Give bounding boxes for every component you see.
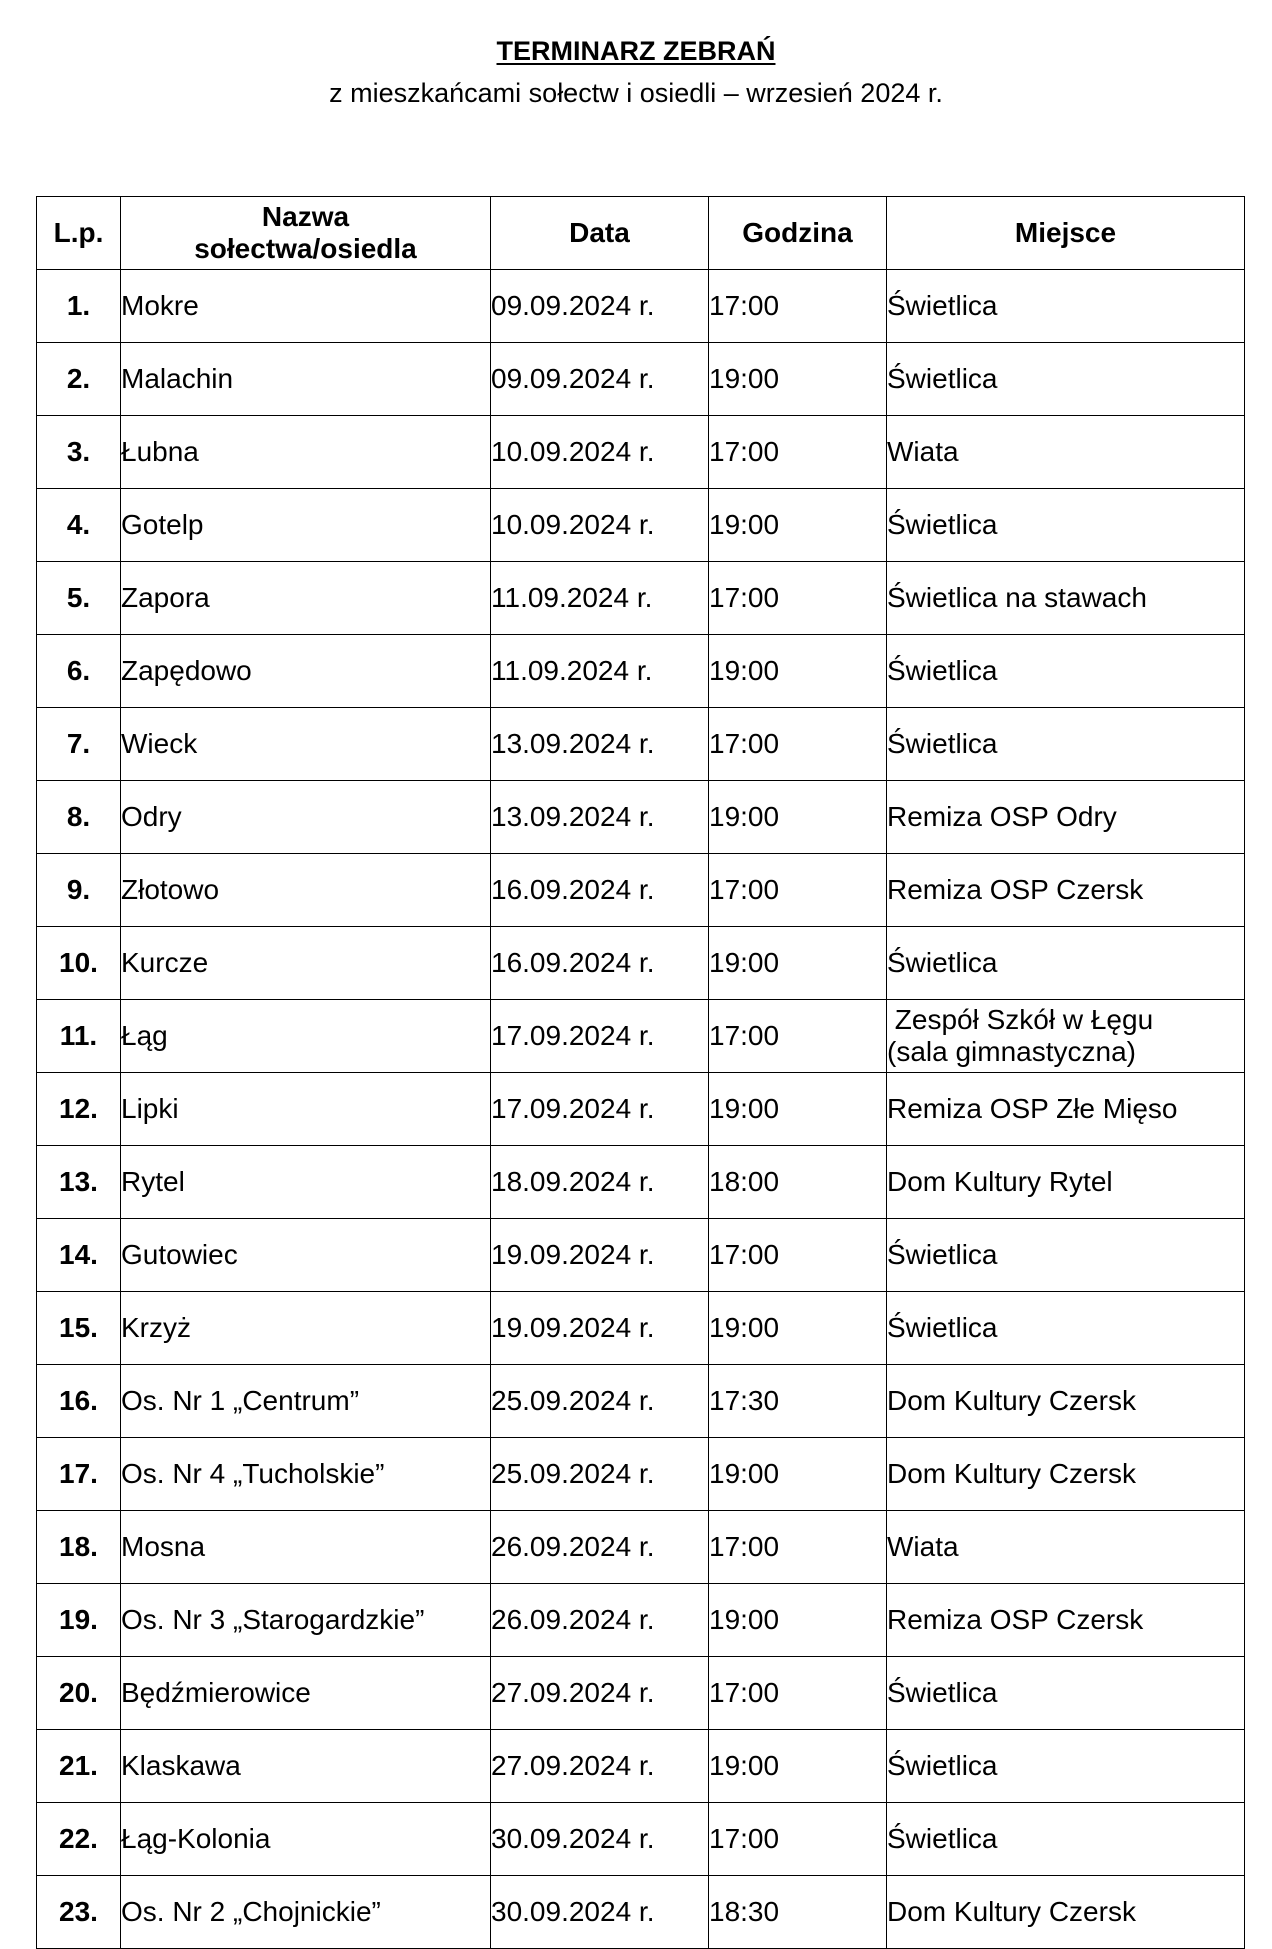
- settlement-name: Os. Nr 4 „Tucholskie”: [121, 1438, 491, 1511]
- table-row: [37, 1146, 1245, 1219]
- meeting-date: 25.09.2024 r.: [491, 1365, 709, 1438]
- settlement-name: Gutowiec: [121, 1219, 491, 1292]
- meeting-date: 10.09.2024 r.: [491, 489, 709, 562]
- column-header-hour: Godzina: [709, 197, 887, 270]
- meeting-place: Świetlica: [887, 635, 1245, 708]
- document-title: [0, 34, 1272, 68]
- settlement-name: Zapora: [121, 562, 491, 635]
- row-number: 11.: [37, 1000, 121, 1073]
- row-number: 2.: [37, 343, 121, 416]
- meeting-hour: 18:00: [709, 1146, 887, 1219]
- settlement-name: Krzyż: [121, 1292, 491, 1365]
- row-number: 5.: [37, 562, 121, 635]
- meeting-date: 26.09.2024 r.: [491, 1511, 709, 1584]
- settlement-name: Klaskawa: [121, 1730, 491, 1803]
- meeting-date: 30.09.2024 r.: [491, 1876, 709, 1949]
- settlement-name: Łubna: [121, 416, 491, 489]
- column-header-name: [121, 197, 491, 270]
- meeting-place: Remiza OSP Odry: [887, 781, 1245, 854]
- meeting-hour: 19:00: [709, 489, 887, 562]
- meeting-date: 17.09.2024 r.: [491, 1000, 709, 1073]
- table-row: [37, 1511, 1245, 1584]
- meeting-date: 16.09.2024 r.: [491, 927, 709, 1000]
- settlement-name: Os. Nr 2 „Chojnickie”: [121, 1876, 491, 1949]
- table-row: [37, 1657, 1245, 1730]
- row-number: 9.: [37, 854, 121, 927]
- table-row: [37, 270, 1245, 343]
- table-row: [37, 781, 1245, 854]
- meeting-date: 13.09.2024 r.: [491, 708, 709, 781]
- row-number: 10.: [37, 927, 121, 1000]
- meeting-place: Remiza OSP Czersk: [887, 1584, 1245, 1657]
- table-row: [37, 1292, 1245, 1365]
- table-row: [37, 1073, 1245, 1146]
- column-header-lp: L.p.: [37, 197, 121, 270]
- table-row: [37, 1438, 1245, 1511]
- settlement-name: Zapędowo: [121, 635, 491, 708]
- meeting-place: Dom Kultury Czersk: [887, 1438, 1245, 1511]
- table-row: [37, 1803, 1245, 1876]
- meeting-hour: 19:00: [709, 927, 887, 1000]
- settlement-name: Łąg-Kolonia: [121, 1803, 491, 1876]
- meeting-hour: 19:00: [709, 1292, 887, 1365]
- meeting-place: Świetlica: [887, 270, 1245, 343]
- meeting-place: Świetlica: [887, 927, 1245, 1000]
- meeting-hour: 17:00: [709, 854, 887, 927]
- meeting-hour: 19:00: [709, 1073, 887, 1146]
- meeting-place: Dom Kultury Czersk: [887, 1365, 1245, 1438]
- settlement-name: Lipki: [121, 1073, 491, 1146]
- meeting-place-line2: (sala gimnastyczna): [887, 1036, 1136, 1067]
- row-number: 1.: [37, 270, 121, 343]
- settlement-name: Mosna: [121, 1511, 491, 1584]
- meeting-place: Dom Kultury Czersk: [887, 1876, 1245, 1949]
- row-number: 17.: [37, 1438, 121, 1511]
- settlement-name: Rytel: [121, 1146, 491, 1219]
- meeting-place: Świetlica: [887, 1219, 1245, 1292]
- table-row: [37, 1000, 1245, 1073]
- meeting-hour: 19:00: [709, 343, 887, 416]
- row-number: 20.: [37, 1657, 121, 1730]
- meeting-hour: 19:00: [709, 1730, 887, 1803]
- meeting-place: Remiza OSP Czersk: [887, 854, 1245, 927]
- meeting-hour: 17:00: [709, 1511, 887, 1584]
- meeting-hour: 17:00: [709, 1803, 887, 1876]
- settlement-name: Wieck: [121, 708, 491, 781]
- settlement-name: Złotowo: [121, 854, 491, 927]
- column-header-date: Data: [491, 197, 709, 270]
- table-row: [37, 854, 1245, 927]
- column-header-name-line1: Nazwa: [261, 201, 350, 232]
- meeting-date: 09.09.2024 r.: [491, 343, 709, 416]
- table-body: [37, 270, 1245, 1949]
- meeting-hour: 17:00: [709, 1000, 887, 1073]
- table-header-row: [37, 197, 1245, 270]
- meeting-date: 09.09.2024 r.: [491, 270, 709, 343]
- column-header-name-line2: sołectwa/osiedla: [194, 233, 417, 264]
- meeting-date: 26.09.2024 r.: [491, 1584, 709, 1657]
- meeting-place: [887, 1000, 1245, 1073]
- meeting-schedule-table: [36, 196, 1245, 1949]
- meeting-date: 13.09.2024 r.: [491, 781, 709, 854]
- settlement-name: Gotelp: [121, 489, 491, 562]
- row-number: 7.: [37, 708, 121, 781]
- meeting-hour: 17:00: [709, 1219, 887, 1292]
- meeting-date: 30.09.2024 r.: [491, 1803, 709, 1876]
- settlement-name: Kurcze: [121, 927, 491, 1000]
- table-row: [37, 562, 1245, 635]
- row-number: 18.: [37, 1511, 121, 1584]
- settlement-name: Mokre: [121, 270, 491, 343]
- meeting-hour: 17:00: [709, 562, 887, 635]
- meeting-hour: 19:00: [709, 1438, 887, 1511]
- row-number: 22.: [37, 1803, 121, 1876]
- settlement-name: Os. Nr 3 „Starogardzkie”: [121, 1584, 491, 1657]
- meeting-hour: 17:00: [709, 416, 887, 489]
- meeting-date: 10.09.2024 r.: [491, 416, 709, 489]
- document-title-text: TERMINARZ ZEBRAŃ: [496, 36, 776, 66]
- table-row: [37, 708, 1245, 781]
- row-number: 13.: [37, 1146, 121, 1219]
- row-number: 21.: [37, 1730, 121, 1803]
- row-number: 15.: [37, 1292, 121, 1365]
- row-number: 23.: [37, 1876, 121, 1949]
- row-number: 19.: [37, 1584, 121, 1657]
- meeting-hour: 19:00: [709, 1584, 887, 1657]
- meeting-place: Wiata: [887, 416, 1245, 489]
- meeting-hour: 17:00: [709, 708, 887, 781]
- meeting-place: Świetlica na stawach: [887, 562, 1245, 635]
- table-row: [37, 927, 1245, 1000]
- meeting-date: 19.09.2024 r.: [491, 1219, 709, 1292]
- table-row: [37, 1219, 1245, 1292]
- meeting-date: 19.09.2024 r.: [491, 1292, 709, 1365]
- meeting-date: 27.09.2024 r.: [491, 1730, 709, 1803]
- meeting-place: Świetlica: [887, 708, 1245, 781]
- meeting-place: Świetlica: [887, 1730, 1245, 1803]
- meeting-date: 16.09.2024 r.: [491, 854, 709, 927]
- table-row: [37, 635, 1245, 708]
- row-number: 6.: [37, 635, 121, 708]
- meeting-place: Świetlica: [887, 343, 1245, 416]
- meeting-date: 18.09.2024 r.: [491, 1146, 709, 1219]
- meeting-date: 11.09.2024 r.: [491, 635, 709, 708]
- meeting-place: Świetlica: [887, 1803, 1245, 1876]
- document-subtitle: z mieszkańcami sołectw i osiedli – wrzesień 2024 r.: [329, 78, 943, 108]
- row-number: 16.: [37, 1365, 121, 1438]
- row-number: 14.: [37, 1219, 121, 1292]
- meeting-place: Dom Kultury Rytel: [887, 1146, 1245, 1219]
- settlement-name: Będźmierowice: [121, 1657, 491, 1730]
- settlement-name: Łąg: [121, 1000, 491, 1073]
- meeting-hour: 17:00: [709, 270, 887, 343]
- row-number: 4.: [37, 489, 121, 562]
- settlement-name: Odry: [121, 781, 491, 854]
- meeting-hour: 18:30: [709, 1876, 887, 1949]
- row-number: 3.: [37, 416, 121, 489]
- table-row: [37, 1730, 1245, 1803]
- table-row: [37, 489, 1245, 562]
- settlement-name: Malachin: [121, 343, 491, 416]
- table-row: [37, 1365, 1245, 1438]
- meeting-place: Świetlica: [887, 1292, 1245, 1365]
- meeting-hour: 17:00: [709, 1657, 887, 1730]
- meeting-date: 17.09.2024 r.: [491, 1073, 709, 1146]
- meeting-place: Remiza OSP Złe Mięso: [887, 1073, 1245, 1146]
- table-row: [37, 1584, 1245, 1657]
- settlement-name: Os. Nr 1 „Centrum”: [121, 1365, 491, 1438]
- meeting-hour: 17:30: [709, 1365, 887, 1438]
- meeting-date: 27.09.2024 r.: [491, 1657, 709, 1730]
- meeting-hour: 19:00: [709, 635, 887, 708]
- row-number: 8.: [37, 781, 121, 854]
- meeting-place: Świetlica: [887, 1657, 1245, 1730]
- meeting-place-line1: Zespół Szkół w Łęgu: [887, 1004, 1154, 1035]
- table-row: [37, 343, 1245, 416]
- meeting-date: 25.09.2024 r.: [491, 1438, 709, 1511]
- meeting-place: Świetlica: [887, 489, 1245, 562]
- table-row: [37, 416, 1245, 489]
- meeting-date: 11.09.2024 r.: [491, 562, 709, 635]
- row-number: 12.: [37, 1073, 121, 1146]
- meeting-place: Wiata: [887, 1511, 1245, 1584]
- column-header-place: Miejsce: [887, 197, 1245, 270]
- meeting-hour: 19:00: [709, 781, 887, 854]
